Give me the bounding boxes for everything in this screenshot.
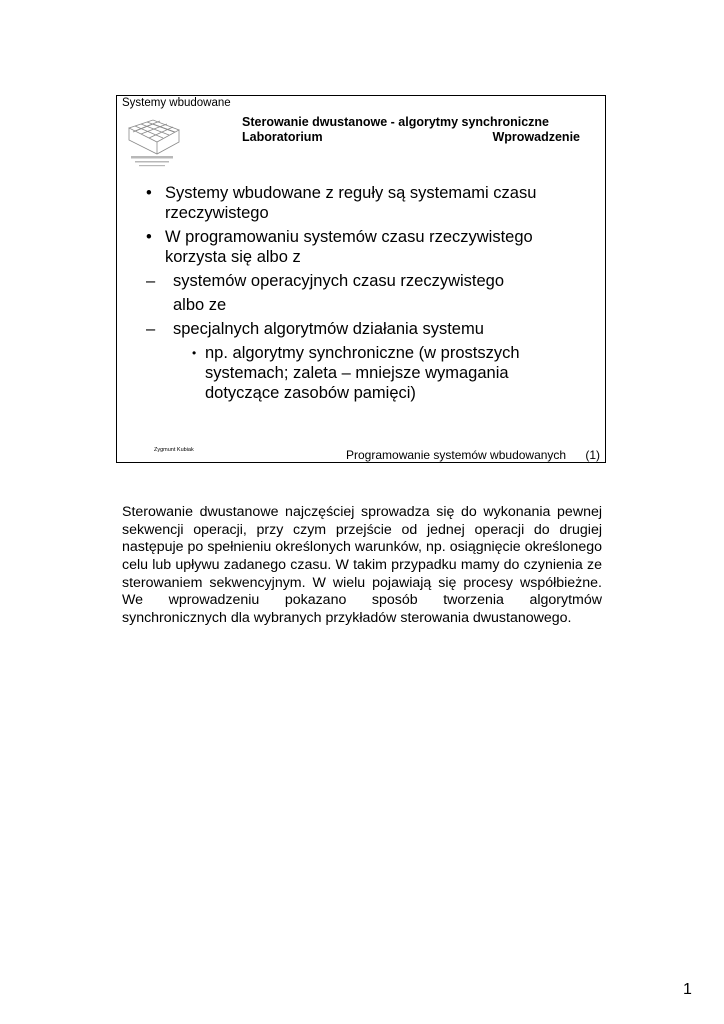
sub-sub-bullet-text: np. algorytmy synchroniczne (w prostszych systemach; zaleta – mniejsze wymagania dotyczące zasobów pamięci) — [205, 344, 520, 402]
page-number: 1 — [683, 981, 692, 998]
slide-title: Sterowanie dwustanowe - algorytmy synchroniczne — [242, 115, 550, 129]
slide-subtitle-left: Laboratorium — [242, 130, 323, 144]
dash-icon: – — [146, 272, 156, 290]
slide-author: Zygmunt Kubiak — [154, 447, 194, 453]
bullet-dot-icon: • — [192, 346, 197, 360]
slide-footer-page: (1) — [585, 448, 600, 462]
bullet-dot-icon: • — [146, 184, 152, 202]
slide-label: Systemy wbudowane — [122, 97, 231, 109]
sub-bullet-continuation: albo ze — [173, 296, 227, 314]
bullet-text: Systemy wbudowane z reguły są systemami czasu rzeczywistego — [165, 184, 537, 222]
sub-bullet-item — [146, 271, 563, 291]
slide-bullet-list — [143, 183, 563, 403]
bullet-dot-icon: • — [146, 228, 152, 246]
bullet-text: W programowaniu systemów czasu rzeczywistego korzysta się albo z — [165, 228, 533, 266]
bullet-item — [143, 227, 563, 267]
sub-bullet-text: specjalnych algorytmów działania systemu — [173, 320, 484, 338]
slide-footer-title: Programowanie systemów wbudowanych — [346, 448, 567, 462]
slide-frame — [116, 95, 606, 463]
dash-icon: – — [146, 320, 156, 338]
sub-sub-bullet-item — [192, 343, 535, 403]
body-paragraph: Sterowanie dwustanowe najczęściej sprowadza się do wykonania pewnej sekwencji operacji, przy czym przejście od jednej operacji do drugiej następuje po spełnieniu określonych warunków, np. osiągnięcie określonego celu lub upływu zadanego czasu. W takim przypadku mamy do czynienia ze sterowaniem sekwencyjnym. W wielu pojawiają się procesy współbieżne. We wprowadzeniu pokazano sposób tworzenia algorytmów synchronicznych dla wybranych przykładów sterowania dwustanowego. — [122, 504, 602, 626]
sub-bullet-text: systemów operacyjnych czasu rzeczywistego — [173, 272, 505, 290]
sub-bullet-item — [146, 319, 563, 339]
bullet-item — [143, 183, 563, 223]
university-logo-icon — [123, 116, 185, 170]
slide-subtitle-right: Wprowadzenie — [492, 130, 580, 144]
